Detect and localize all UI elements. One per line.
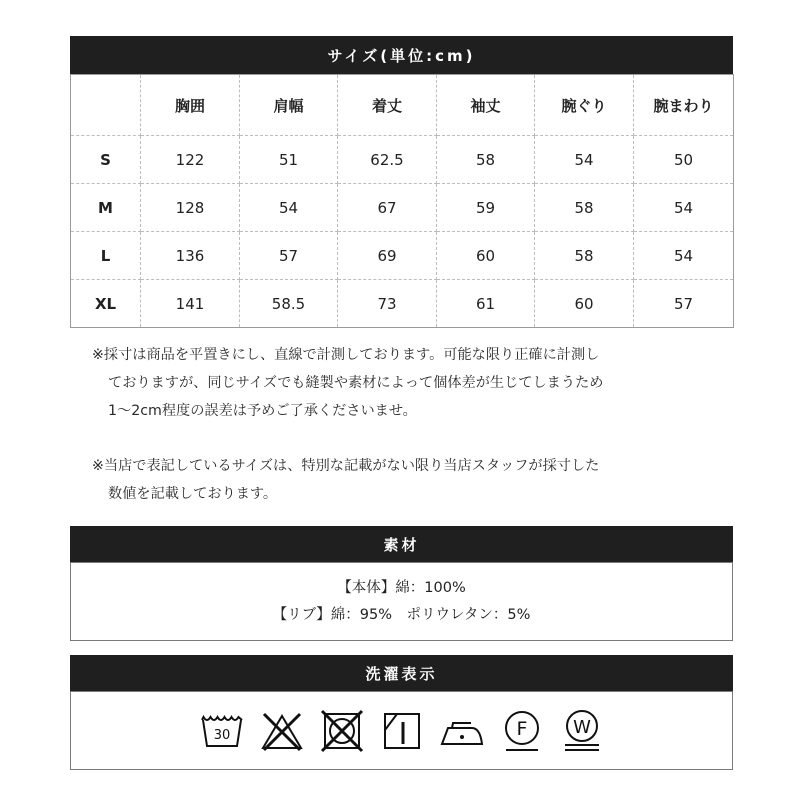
wet-clean-w-icon [559, 708, 605, 754]
table-row [71, 232, 734, 280]
note-line: ※採寸は商品を平置きにし、直線で計測しております。可能な限り正確に計測し [92, 347, 600, 363]
care-symbols [70, 691, 733, 770]
table-row [71, 184, 734, 232]
table-cell: 141 [141, 280, 240, 328]
iron-low-icon [439, 708, 485, 754]
table-cell: 73 [338, 280, 437, 328]
table-cell: 57 [240, 232, 338, 280]
table-cell: 122 [141, 136, 240, 184]
dry-clean-letter: F [516, 717, 527, 740]
table-cell: 58 [535, 184, 634, 232]
table-cell: 58 [535, 232, 634, 280]
table-cell: 51 [240, 136, 338, 184]
table-cell: 58 [437, 136, 535, 184]
drip-dry-shade-icon [379, 708, 425, 754]
table-cell: 54 [634, 232, 734, 280]
table-cell: 60 [437, 232, 535, 280]
no-tumble-dry-icon [319, 708, 365, 754]
table-cell: 54 [240, 184, 338, 232]
size-table [70, 74, 734, 328]
size-label: S [71, 136, 141, 184]
size-label: M [71, 184, 141, 232]
table-cell: 128 [141, 184, 240, 232]
table-cell: 136 [141, 232, 240, 280]
material-body: 【本体】綿：100% [337, 579, 466, 596]
wet-clean-letter: W [572, 716, 591, 738]
column-header-shoulder: 肩幅 [240, 75, 338, 136]
table-cell: 50 [634, 136, 734, 184]
table-cell: 58.5 [240, 280, 338, 328]
table-cell: 54 [634, 184, 734, 232]
note-line: ておりますが、同じサイズでも縫製や素材によって個体差が生じてしまうため [108, 375, 604, 391]
table-header-row [71, 75, 734, 136]
no-bleach-icon [259, 708, 305, 754]
material-box [70, 562, 733, 641]
column-header-arm-circumference: 腕まわり [634, 75, 734, 136]
table-row [71, 280, 734, 328]
table-cell: 54 [535, 136, 634, 184]
column-header-armhole: 腕ぐり [535, 75, 634, 136]
note-line: ※当店で表記しているサイズは、特別な記載がない限り当店スタッフが採寸した [92, 458, 600, 474]
column-header-empty [71, 75, 141, 136]
table-row [71, 136, 734, 184]
table-cell: 69 [338, 232, 437, 280]
measurement-note [92, 341, 603, 425]
table-cell: 57 [634, 280, 734, 328]
table-cell: 59 [437, 184, 535, 232]
washtub-30-icon [199, 708, 245, 754]
care-section-title: 洗濯表示 [70, 655, 733, 691]
material-rib: 【リブ】綿：95% ポリウレタン：5% [272, 606, 531, 623]
table-cell: 62.5 [338, 136, 437, 184]
column-header-chest: 胸囲 [141, 75, 240, 136]
size-section-title: サイズ(単位:cm) [70, 36, 733, 74]
table-cell: 61 [437, 280, 535, 328]
size-label: XL [71, 280, 141, 328]
table-cell: 67 [338, 184, 437, 232]
note-line: 数値を記載しております。 [108, 486, 278, 502]
column-header-length: 着丈 [338, 75, 437, 136]
size-note [92, 452, 599, 508]
column-header-sleeve: 袖丈 [437, 75, 535, 136]
note-line: 1〜2cm程度の誤差は予めご了承くださいませ。 [108, 403, 417, 419]
size-label: L [71, 232, 141, 280]
dry-clean-f-icon [499, 708, 545, 754]
table-cell: 60 [535, 280, 634, 328]
wash-temp-label: 30 [213, 727, 230, 743]
material-section-title: 素材 [70, 526, 733, 562]
